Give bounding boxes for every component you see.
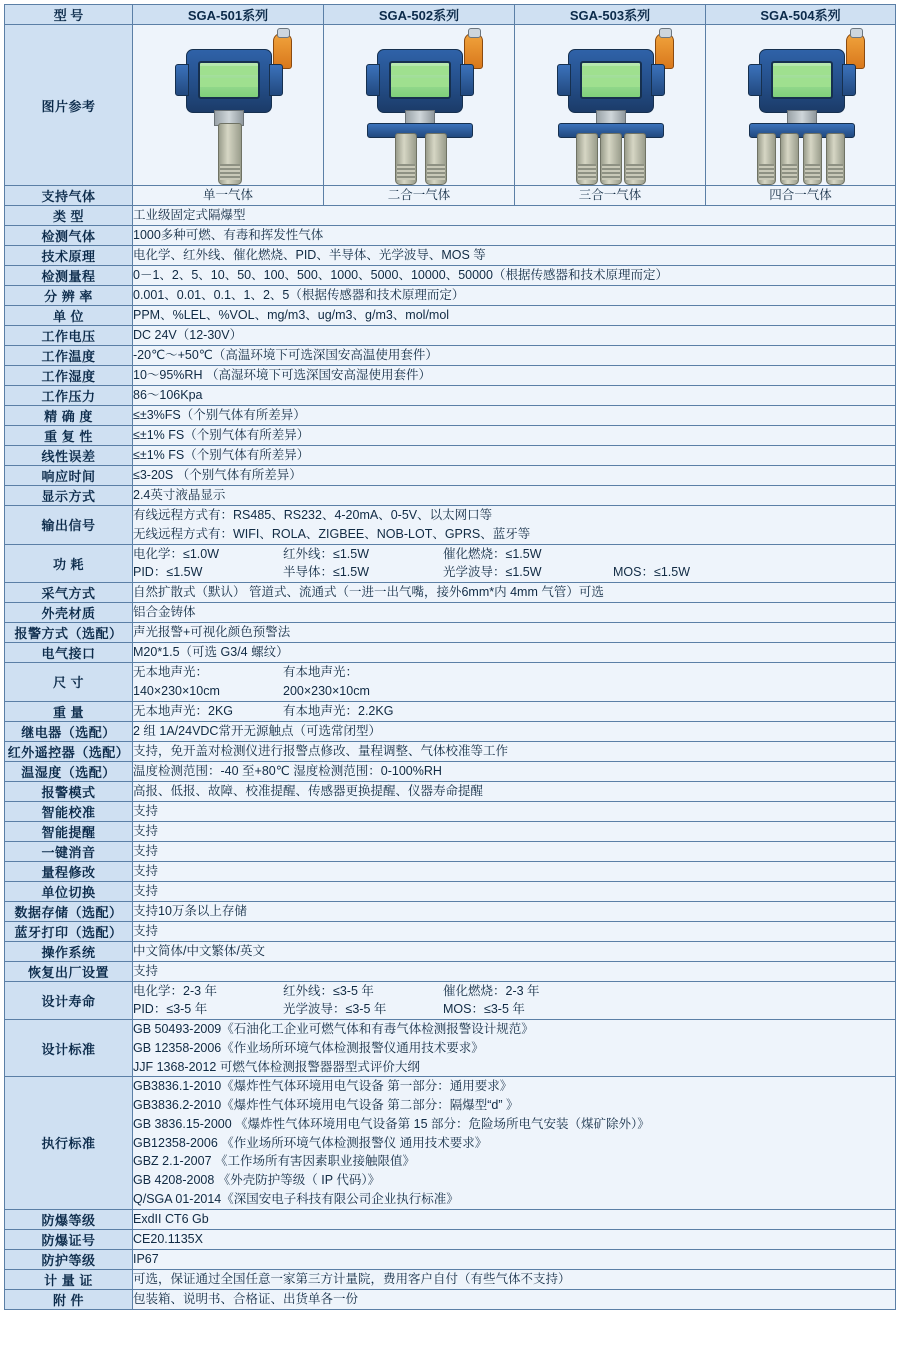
row-value-cell: 电化学：2-3 年	[133, 983, 218, 998]
row-value	[133, 1209, 896, 1229]
row-value-cell: 红外线：≤1.5W	[283, 546, 370, 561]
row-label: 设计标准	[5, 1020, 133, 1077]
gas-support-4: 四合一气体	[706, 186, 896, 206]
row-value-line: CE20.1135X	[133, 1231, 203, 1246]
table-row	[5, 603, 896, 623]
row-label: 设计寿命	[5, 981, 133, 1020]
row-label: 数据存储（选配）	[5, 901, 133, 921]
row-label: 防爆证号	[5, 1229, 133, 1249]
row-value-line: 高报、低报、故障、校准提醒、传感器更换提醒、仪器寿命提醒	[133, 783, 484, 798]
row-value	[133, 721, 896, 741]
row-value-line: 支持	[133, 823, 159, 838]
row-value	[133, 941, 896, 961]
row-value-group	[133, 545, 895, 564]
row-value	[133, 1077, 896, 1209]
row-value	[133, 643, 896, 663]
table-row	[5, 643, 896, 663]
table-row	[5, 544, 896, 583]
row-value-cell: 光学波导：≤1.5W	[443, 565, 542, 580]
row-value	[133, 366, 896, 386]
row-label: 工作压力	[5, 386, 133, 406]
gas-support-1: 单一气体	[133, 186, 324, 206]
row-label: 类 型	[5, 206, 133, 226]
row-value	[133, 781, 896, 801]
row-value-group	[133, 563, 895, 582]
table-row	[5, 881, 896, 901]
row-value-cell: 电化学：≤1.0W	[133, 546, 220, 561]
row-value-cell: 红外线：≤3-5 年	[283, 983, 374, 998]
gas-detector-icon-1	[168, 33, 288, 185]
row-value	[133, 841, 896, 861]
row-value	[133, 446, 896, 466]
row-value	[133, 346, 896, 366]
row-value-cell: 催化燃烧：2-3 年	[443, 983, 540, 998]
row-value-line: GB 50493-2009《石油化工企业可燃气体和有毒气体检测报警设计规范》	[133, 1022, 534, 1036]
table-row	[5, 701, 896, 721]
table-row	[5, 761, 896, 781]
specification-table	[4, 4, 896, 1310]
header-model-4: SGA-504系列	[706, 5, 896, 25]
row-value-cell: MOS：≤3-5 年	[443, 1002, 525, 1017]
row-label: 操作系统	[5, 941, 133, 961]
gas-detector-icon-4	[741, 33, 861, 185]
row-value-line: 声光报警+可视化颜色预警法	[133, 625, 291, 640]
row-value-line: JJF 1368-2012 可燃气体检测报警器器型式评价大纲	[133, 1059, 420, 1074]
table-row	[5, 861, 896, 881]
row-label: 检测量程	[5, 266, 133, 286]
row-value	[133, 741, 896, 761]
row-label: 量程修改	[5, 861, 133, 881]
row-value	[133, 961, 896, 981]
row-value-cell: PID：≤1.5W	[133, 565, 203, 580]
row-label-gas-support: 支持气体	[5, 186, 133, 206]
row-value-cell: 半导体：≤1.5W	[283, 565, 370, 580]
row-value-line: 自然扩散式（默认） 管道式、流通式（一进一出气嘴，接外6mm*内 4mm 气管）可选	[133, 585, 604, 600]
table-row	[5, 266, 896, 286]
table-row	[5, 366, 896, 386]
table-row	[5, 901, 896, 921]
row-value-line: 支持	[133, 803, 159, 818]
row-value	[133, 1289, 896, 1309]
row-value	[133, 583, 896, 603]
row-value	[133, 286, 896, 306]
header-label-model: 型 号	[5, 5, 133, 25]
row-label: 计 量 证	[5, 1269, 133, 1289]
table-row	[5, 941, 896, 961]
row-value-line: 可选，保证通过全国任意一家第三方计量院，费用客户自付（有些气体不支持）	[133, 1271, 571, 1286]
row-value	[133, 506, 896, 545]
row-label-image-reference: 图片参考	[5, 25, 133, 186]
row-value	[133, 1249, 896, 1269]
row-label: 响应时间	[5, 466, 133, 486]
row-value	[133, 861, 896, 881]
row-label: 执行标准	[5, 1077, 133, 1209]
product-image-2	[324, 25, 515, 186]
row-value-line: ≤±3%FS（个别气体有所差异）	[133, 408, 306, 423]
row-value-group	[133, 982, 895, 1001]
row-value-line: 86～106Kpa	[133, 388, 203, 403]
row-value-line: 工业级固定式隔爆型	[133, 208, 246, 223]
row-label: 线性误差	[5, 446, 133, 466]
table-row	[5, 486, 896, 506]
row-value-cell: 无本地声光：2KG	[133, 703, 234, 718]
row-label: 检测气体	[5, 226, 133, 246]
row-label: 工作温度	[5, 346, 133, 366]
row-label: 电气接口	[5, 643, 133, 663]
row-value-line: PPM、%LEL、%VOL、mg/m3、ug/m3、g/m3、mol/mol	[133, 308, 450, 323]
table-row	[5, 246, 896, 266]
row-value-cell: 有本地声光：200×230×10cm	[283, 665, 370, 698]
row-value	[133, 1229, 896, 1249]
row-value-line: ≤3-20S （个别气体有所差异）	[133, 468, 302, 483]
row-value	[133, 821, 896, 841]
product-image-1	[133, 25, 324, 186]
row-value-cell: 有本地声光：2.2KG	[283, 703, 394, 718]
table-row	[5, 406, 896, 426]
table-row	[5, 1229, 896, 1249]
row-label: 报警方式（选配）	[5, 623, 133, 643]
row-value	[133, 801, 896, 821]
row-value-line: GB3836.2-2010《爆炸性气体环境用电气设备 第二部分：隔爆型“d” 》	[133, 1098, 519, 1112]
row-label: 单位切换	[5, 881, 133, 901]
gas-support-3: 三合一气体	[515, 186, 706, 206]
row-value	[133, 1020, 896, 1077]
table-row	[5, 506, 896, 545]
row-value-group	[133, 663, 895, 701]
row-value-cell: MOS：≤1.5W	[613, 565, 691, 580]
row-value-line: GB12358-2006 《作业场所环境气体检测报警仪 通用技术要求》	[133, 1135, 488, 1150]
row-value	[133, 761, 896, 781]
row-value	[133, 603, 896, 623]
row-value-line: 10～95%RH （高湿环境下可选深国安高湿使用套件）	[133, 368, 431, 383]
row-value-line: 温度检测范围：-40 至+80℃ 湿度检测范围：0-100%RH	[133, 763, 442, 778]
table-row	[5, 386, 896, 406]
row-value	[133, 326, 896, 346]
row-value	[133, 486, 896, 506]
row-value	[133, 1269, 896, 1289]
table-header-row	[5, 5, 896, 25]
row-value	[133, 921, 896, 941]
row-value	[133, 206, 896, 226]
row-value	[133, 306, 896, 326]
row-value-line: GB 4208-2008 《外壳防护等级（ IP 代码）》	[133, 1173, 381, 1187]
table-row	[5, 623, 896, 643]
row-label: 尺 寸	[5, 663, 133, 702]
row-value-line: 2 组 1A/24VDC常开无源触点（可选常闭型）	[133, 723, 381, 738]
row-value-line: 有线远程方式有：RS485、RS232、4-20mA、0-5V、以太网口等	[133, 508, 493, 522]
row-value-line: 1000多种可燃、有毒和挥发性气体	[133, 228, 324, 243]
table-row	[5, 721, 896, 741]
row-label: 重 复 性	[5, 426, 133, 446]
row-label: 报警模式	[5, 781, 133, 801]
row-value	[133, 266, 896, 286]
row-value-line: 支持10万条以上存储	[133, 903, 247, 918]
row-label: 外壳材质	[5, 603, 133, 623]
table-row	[5, 446, 896, 466]
row-value-line: 0－1、2、5、10、50、100、500、1000、5000、10000、50000（根据传感器和技术原理而定）	[133, 268, 668, 283]
row-value-line: 中文简体/中文繁体/英文	[133, 943, 265, 958]
table-row	[5, 781, 896, 801]
row-value-line: M20*1.5（可选 G3/4 螺纹）	[133, 645, 289, 660]
table-row	[5, 1249, 896, 1269]
row-value	[133, 544, 896, 583]
image-row	[5, 25, 896, 186]
row-value	[133, 901, 896, 921]
table-row	[5, 286, 896, 306]
table-row	[5, 1289, 896, 1309]
table-row	[5, 821, 896, 841]
row-label: 蓝牙打印（选配）	[5, 921, 133, 941]
table-row	[5, 841, 896, 861]
row-value	[133, 466, 896, 486]
header-model-3: SGA-503系列	[515, 5, 706, 25]
row-label: 智能校准	[5, 801, 133, 821]
table-row	[5, 226, 896, 246]
row-value-line: GBZ 2.1-2007 《工作场所有害因素职业接触限值》	[133, 1154, 415, 1169]
row-label: 智能提醒	[5, 821, 133, 841]
table-row	[5, 1269, 896, 1289]
table-row	[5, 961, 896, 981]
row-value-cell: PID：≤3-5 年	[133, 1002, 208, 1017]
row-label: 采气方式	[5, 583, 133, 603]
row-value-line: -20℃～+50℃（高温环境下可选深国安高温使用套件）	[133, 348, 438, 363]
row-value-cell: 无本地声光：140×230×10cm	[133, 665, 220, 698]
row-value	[133, 881, 896, 901]
row-value-line: ≤±1% FS（个别气体有所差异）	[133, 428, 310, 443]
row-value-line: 支持	[133, 923, 159, 938]
row-label: 单 位	[5, 306, 133, 326]
table-row	[5, 1020, 896, 1077]
header-model-1: SGA-501系列	[133, 5, 324, 25]
table-row	[5, 583, 896, 603]
row-label: 分 辨 率	[5, 286, 133, 306]
row-value-line: 铝合金铸体	[133, 605, 196, 620]
row-value-cell: 催化燃烧：≤1.5W	[443, 546, 542, 561]
row-value-line: 包装箱、说明书、合格证、出货单各一份	[133, 1291, 359, 1306]
row-value-line: 支持，免开盖对检测仪进行报警点修改、量程调整、气体校准等工作	[133, 743, 509, 758]
table-row	[5, 801, 896, 821]
row-value-line: 支持	[133, 843, 159, 858]
row-value-line: 支持	[133, 963, 159, 978]
table-row	[5, 1209, 896, 1229]
row-label: 显示方式	[5, 486, 133, 506]
gas-support-row	[5, 186, 896, 206]
table-row	[5, 306, 896, 326]
table-row	[5, 981, 896, 1020]
row-value	[133, 406, 896, 426]
table-row	[5, 1077, 896, 1209]
row-value-group	[133, 702, 895, 721]
product-image-4	[706, 25, 896, 186]
row-label: 精 确 度	[5, 406, 133, 426]
row-value	[133, 226, 896, 246]
row-value-group	[133, 1000, 895, 1019]
row-label: 重 量	[5, 701, 133, 721]
row-value-line: GB 12358-2006《作业场所环境气体检测报警仪通用技术要求》	[133, 1040, 484, 1055]
row-value-line: 无线远程方式有：WIFI、ROLA、ZIGBEE、NOB-LOT、GPRS、蓝牙等	[133, 526, 531, 541]
row-value	[133, 386, 896, 406]
row-value-line: 电化学、红外线、催化燃烧、PID、半导体、光学波导、MOS 等	[133, 248, 486, 263]
row-value-line: ExdII CT6 Gb	[133, 1211, 209, 1226]
row-label: 输出信号	[5, 506, 133, 545]
table-row	[5, 426, 896, 446]
row-label: 温湿度（选配）	[5, 761, 133, 781]
row-value	[133, 246, 896, 266]
gas-detector-icon-2	[359, 33, 479, 185]
row-label: 功 耗	[5, 544, 133, 583]
row-value-line: GB3836.1-2010《爆炸性气体环境用电气设备 第一部分：通用要求》	[133, 1079, 513, 1094]
table-row	[5, 663, 896, 702]
row-value-line: Q/SGA 01-2014《深国安电子科技有限公司企业执行标准》	[133, 1191, 459, 1206]
table-row	[5, 741, 896, 761]
table-row	[5, 326, 896, 346]
header-model-2: SGA-502系列	[324, 5, 515, 25]
row-value-line: 0.001、0.01、0.1、1、2、5（根据传感器和技术原理而定）	[133, 288, 465, 303]
row-label: 一键消音	[5, 841, 133, 861]
row-value-line: 支持	[133, 863, 159, 878]
row-label: 红外遥控器（选配）	[5, 741, 133, 761]
table-row	[5, 466, 896, 486]
row-value-line: 2.4英寸液晶显示	[133, 488, 226, 503]
row-value-line: DC 24V（12-30V）	[133, 328, 243, 343]
row-label: 恢复出厂设置	[5, 961, 133, 981]
gas-detector-icon-3	[550, 33, 670, 185]
row-value-line: ≤±1% FS（个别气体有所差异）	[133, 448, 310, 463]
row-value	[133, 981, 896, 1020]
row-label: 继电器（选配）	[5, 721, 133, 741]
row-value-line: 支持	[133, 883, 159, 898]
row-label: 防护等级	[5, 1249, 133, 1269]
row-value	[133, 701, 896, 721]
table-row	[5, 921, 896, 941]
table-row	[5, 346, 896, 366]
row-label: 防爆等级	[5, 1209, 133, 1229]
row-label: 工作电压	[5, 326, 133, 346]
row-value-line: IP67	[133, 1251, 159, 1266]
row-value	[133, 623, 896, 643]
row-value-cell: 光学波导：≤3-5 年	[283, 1002, 387, 1017]
gas-support-2: 二合一气体	[324, 186, 515, 206]
row-value	[133, 663, 896, 702]
row-label: 工作湿度	[5, 366, 133, 386]
row-value	[133, 426, 896, 446]
product-image-3	[515, 25, 706, 186]
row-label: 附 件	[5, 1289, 133, 1309]
row-value-line: GB 3836.15-2000 《爆炸性气体环境用电气设备第 15 部分：危险场所电气安装（煤矿除外）》	[133, 1116, 650, 1131]
table-row	[5, 206, 896, 226]
row-label: 技术原理	[5, 246, 133, 266]
